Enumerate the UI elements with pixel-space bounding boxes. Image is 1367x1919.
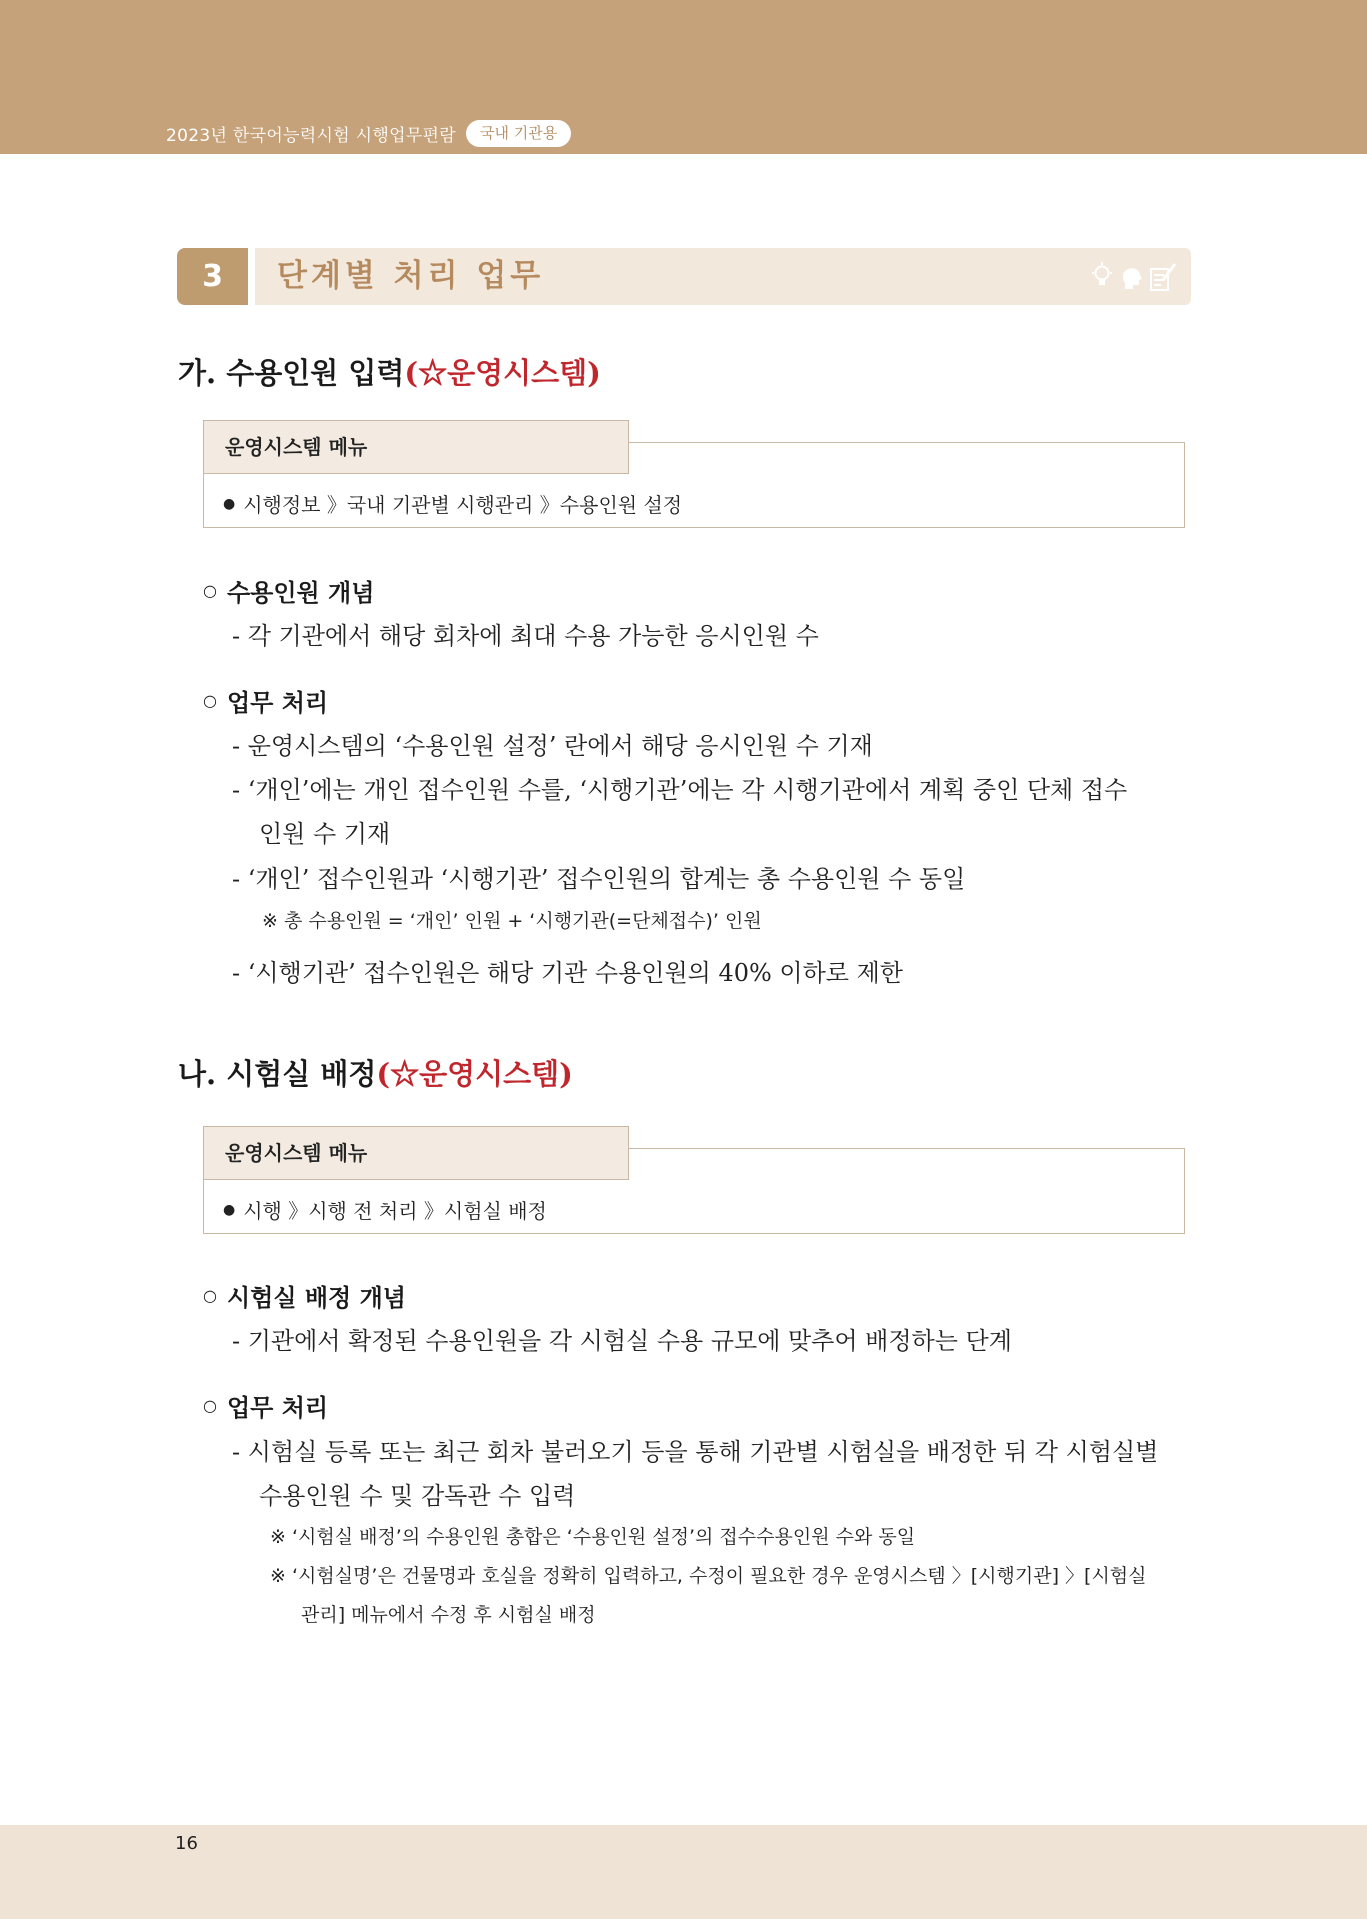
part-a-heading-main: 가. 수용인원 입력 <box>178 356 405 390</box>
section-bar <box>177 248 1191 305</box>
part-b-heading-accent: (☆운영시스템) <box>376 1057 573 1091</box>
part-a-process-line-1: - 운영시스템의 ‘수용인원 설정’ 란에서 해당 응시인원 수 기재 <box>232 732 873 760</box>
part-b-process-title: ○ 업무 처리 <box>203 1393 329 1422</box>
part-b-heading <box>178 1052 573 1093</box>
part-b-menu-box <box>203 1126 1185 1236</box>
section-title-box <box>255 248 1191 305</box>
notepad-icon <box>1149 262 1177 292</box>
circle-bullet-icon: ○ <box>203 581 217 600</box>
bullet-icon: ● <box>223 1201 236 1218</box>
menu-path-text: 시행 》시행 전 처리 》시험실 배정 <box>243 1199 547 1223</box>
part-b-heading-main: 나. 시험실 배정 <box>178 1057 377 1091</box>
audience-tag: 국내 기관용 <box>466 120 571 147</box>
footer-band <box>0 1825 1367 1919</box>
part-a-process-line-3: - ‘개인’ 접수인원과 ‘시행기관’ 접수인원의 합계는 총 수용인원 수 동일 <box>232 865 966 893</box>
part-a-heading <box>178 351 601 392</box>
bullet-icon: ● <box>223 495 236 512</box>
part-a-concept-title: ○ 수용인원 개념 <box>203 578 375 607</box>
part-a-process-title: ○ 업무 처리 <box>203 688 329 717</box>
page-number: 16 <box>175 1833 198 1854</box>
part-a-menu-box <box>203 420 1185 530</box>
part-a-process-line-4: - ‘시행기관’ 접수인원은 해당 기관 수용인원의 40% 이하로 제한 <box>232 959 903 987</box>
part-a-concept-line: - 각 기관에서 해당 회차에 최대 수용 가능한 응시인원 수 <box>232 622 819 650</box>
menu-path <box>223 489 682 518</box>
head-icon <box>1119 262 1143 290</box>
circle-bullet-icon: ○ <box>203 1286 217 1305</box>
menu-path-text: 시행정보 》국내 기관별 시행관리 》수용인원 설정 <box>243 493 683 517</box>
section-icons <box>1091 262 1177 292</box>
document-title: 2023년 한국어능력시험 시행업무편람 <box>166 126 456 146</box>
circle-bullet-icon: ○ <box>203 691 217 710</box>
part-a-heading-accent: (☆운영시스템) <box>404 356 601 390</box>
menu-label: 운영시스템 메뉴 <box>225 435 368 459</box>
menu-label: 운영시스템 메뉴 <box>225 1141 368 1165</box>
menu-path <box>223 1195 547 1224</box>
part-a-process-line-2-cont: 인원 수 기재 <box>259 820 391 848</box>
part-a-process-note: ※ 총 수용인원 = ‘개인’ 인원 + ‘시행기관(=단체접수)’ 인원 <box>262 910 762 932</box>
section-number: 3 <box>177 248 248 305</box>
part-b-concept-line: - 기관에서 확정된 수용인원을 각 시험실 수용 규모에 맞추어 배정하는 단계 <box>232 1327 1012 1355</box>
part-b-process-line-1: - 시험실 등록 또는 최근 회차 불러오기 등을 통해 기관별 시험실을 배정한 뒤 각 시험실별 <box>232 1438 1159 1466</box>
part-a-process-line-2: - ‘개인’에는 개인 접수인원 수를, ‘시행기관’에는 각 시행기관에서 계획 중인 단체 접수 <box>232 776 1128 804</box>
document-header <box>166 120 571 147</box>
part-b-process-note-1: ※ ‘시험실 배정’의 수용인원 총합은 ‘수용인원 설정’의 접수수용인원 수와 동일 <box>270 1526 916 1548</box>
lightbulb-icon <box>1091 262 1113 290</box>
part-b-concept-title: ○ 시험실 배정 개념 <box>203 1283 406 1312</box>
part-b-process-line-1-cont: 수용인원 수 및 감독관 수 입력 <box>259 1482 576 1510</box>
part-b-process-note-2: ※ ‘시험실명’은 건물명과 호실을 정확히 입력하고, 수정이 필요한 경우 운영시스템 〉[시행기관] 〉[시험실 <box>270 1565 1147 1587</box>
circle-bullet-icon: ○ <box>203 1396 217 1415</box>
part-b-process-note-2-cont: 관리] 메뉴에서 수정 후 시험실 배정 <box>301 1604 596 1626</box>
section-title: 단계별 처리 업무 <box>277 258 545 294</box>
